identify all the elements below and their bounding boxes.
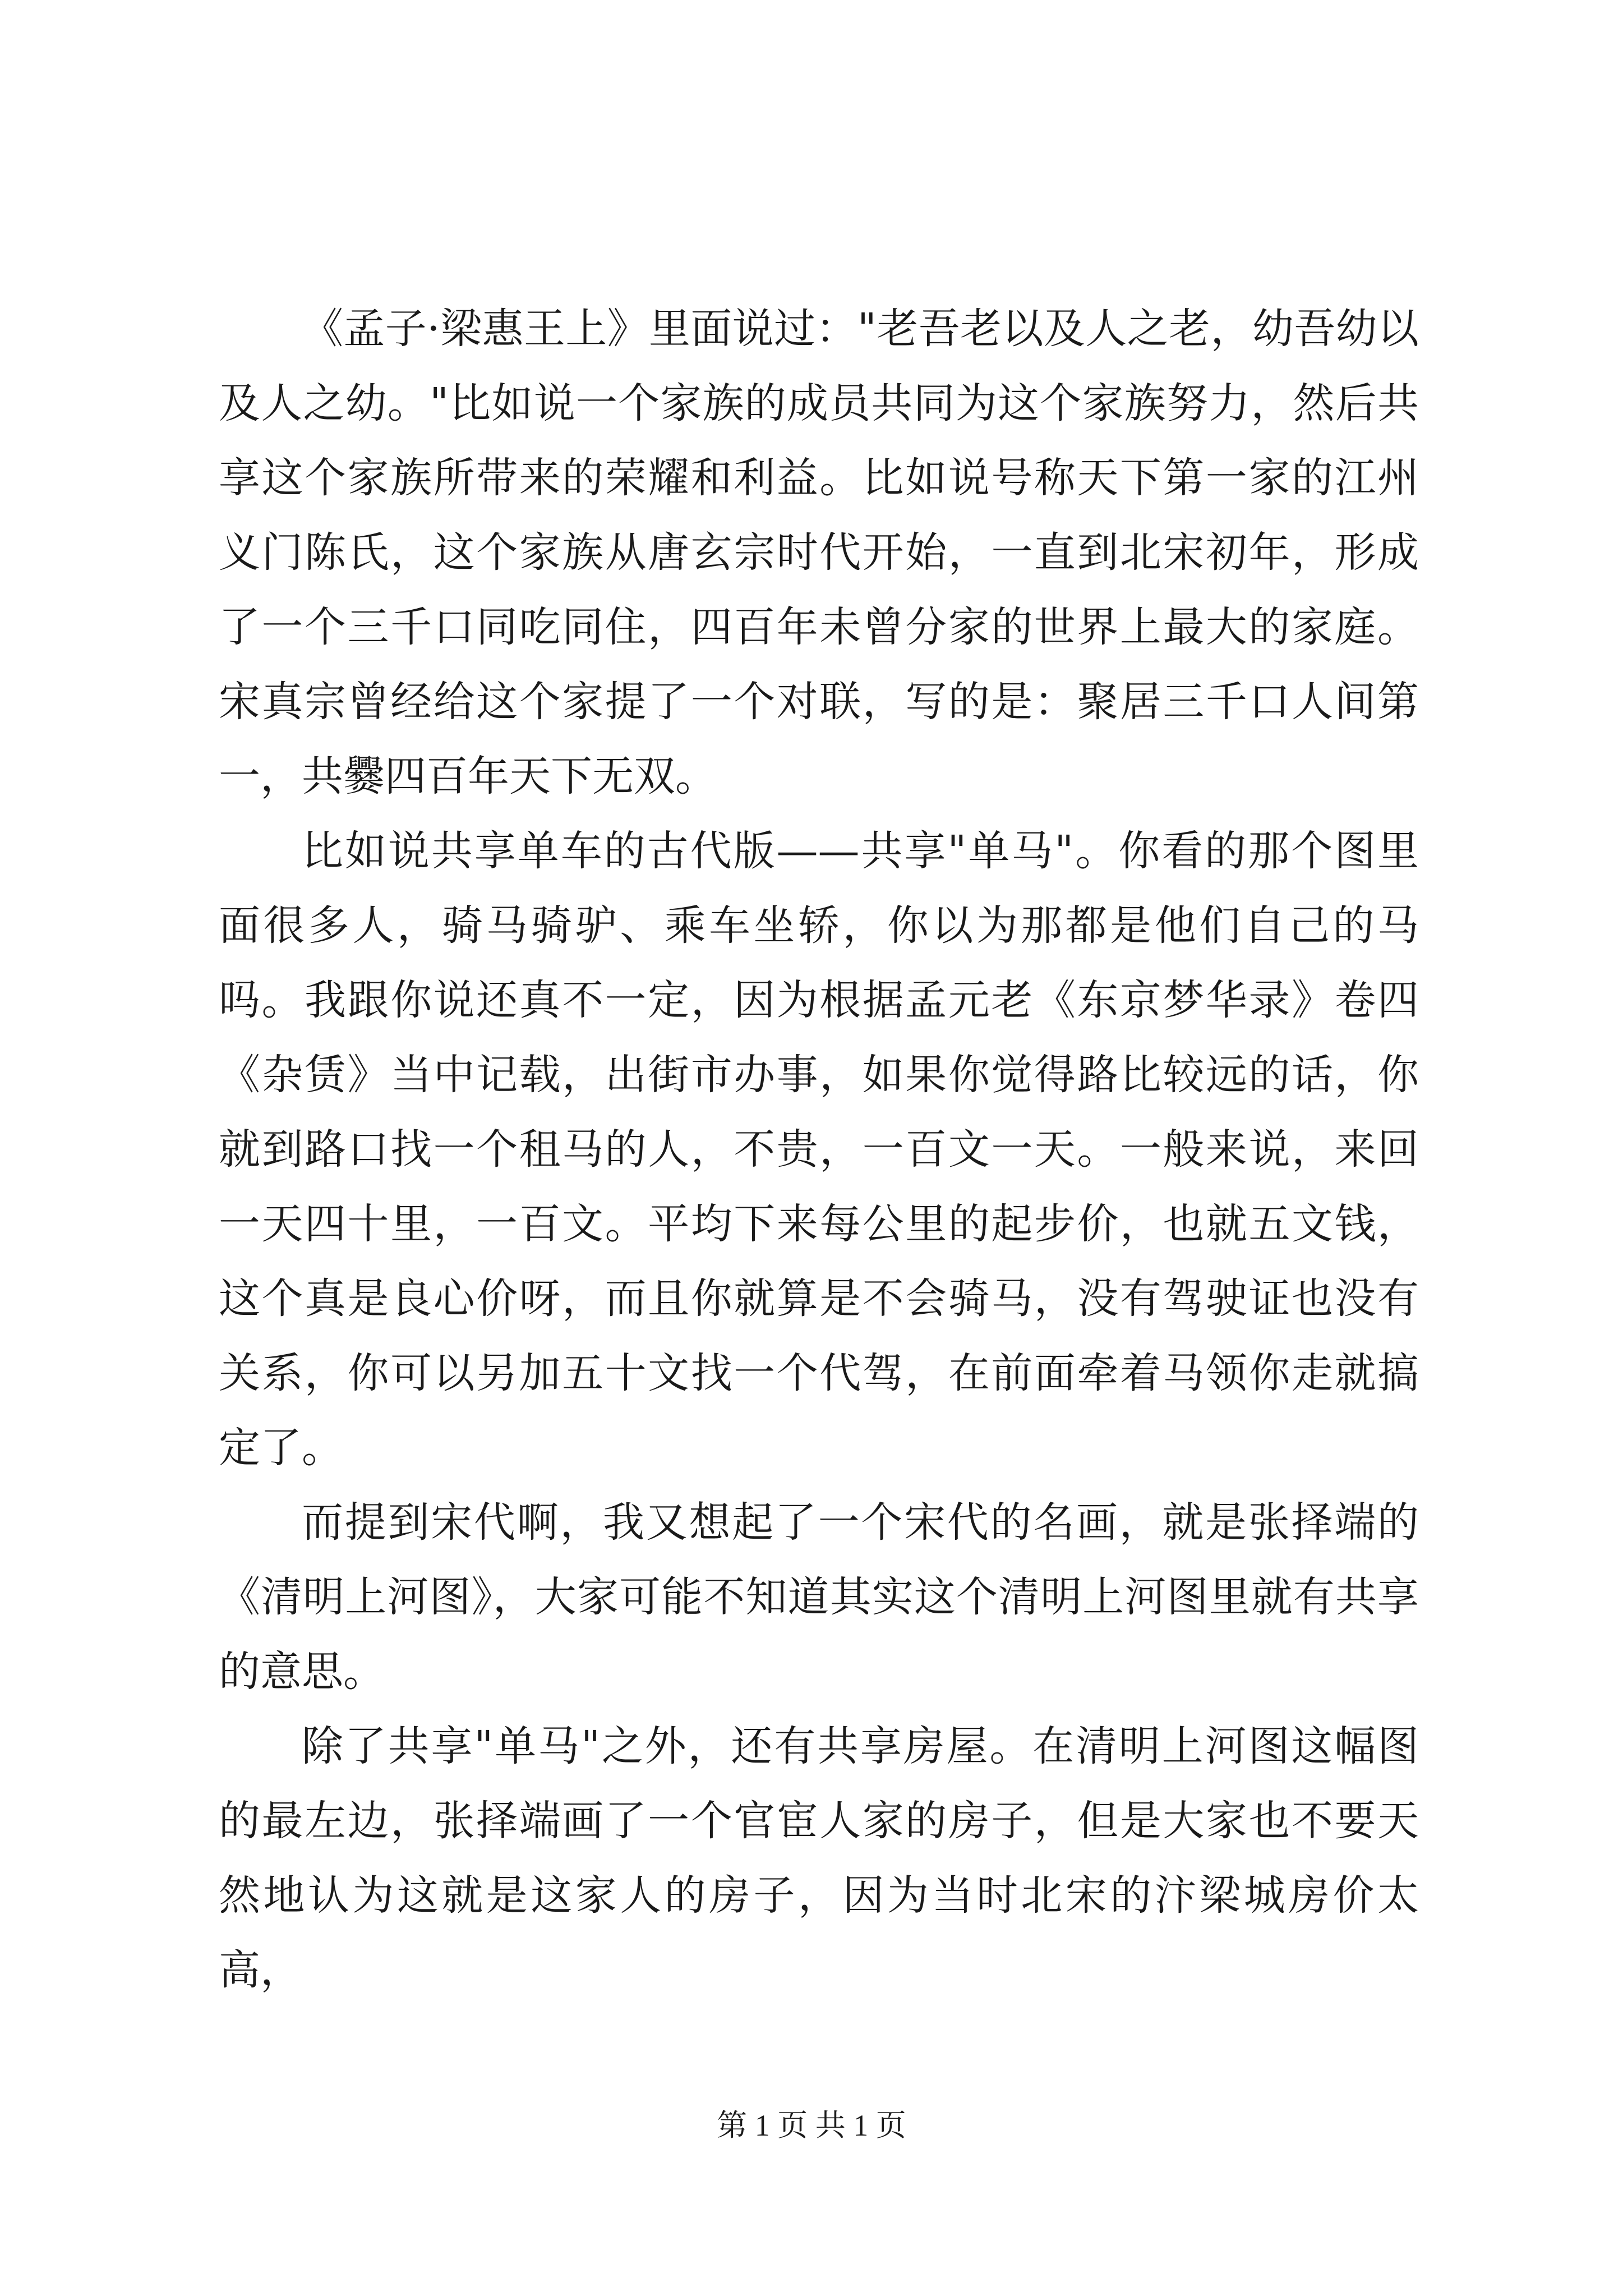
paragraph: 除了共享"单马"之外，还有共享房屋。在清明上河图这幅图的最左边，张择端画了一个官宦人家的房子，但是大家也不要天然地认为这就是这家人的房子，因为当时北宋的汴梁城房价太高， [219,1722,1419,1994]
document-body [219,292,1419,2008]
paragraph: 比如说共享单车的古代版——共享"单马"。你看的那个图里面很多人，骑马骑驴、乘车坐轿，你以为那都是他们自己的马吗。我跟你说还真不一定，因为根据孟元老《东京梦华录》卷四《杂赁》当中记载，出街市办事，如果你觉得路比较远的话，你就到路口找一个租马的人，不贵，一百文一天。一般来说，来回一天四十里，一百文。平均下来每公里的起步价，也就五文钱，这个真是良心价呀，而且你就算是不会骑马，没有驾驶证也没有关系，你可以另加五十文找一个代驾，在前面牵着马领你走就搞定了。 [219,827,1419,1472]
paragraph: 《孟子·梁惠王上》里面说过："老吾老以及人之老，幼吾幼以及人之幼。"比如说一个家族的成员共同为这个家族努力，然后共享这个家族所带来的荣耀和利益。比如说号称天下第一家的江州义门陈氏，这个家族从唐玄宗时代开始，一直到北宋初年，形成了一个三千口同吃同住，四百年未曾分家的世界上最大的家庭。宋真宗曾经给这个家提了一个对联，写的是：聚居三千口人间第一，共爨四百年天下无双。 [219,305,1419,800]
page-footer: 第 1 页 共 1 页 [717,2109,906,2142]
paragraph: 而提到宋代啊，我又想起了一个宋代的名画，就是张择端的《清明上河图》，大家可能不知道其实这个清明上河图里就有共享的意思。 [219,1498,1419,1696]
